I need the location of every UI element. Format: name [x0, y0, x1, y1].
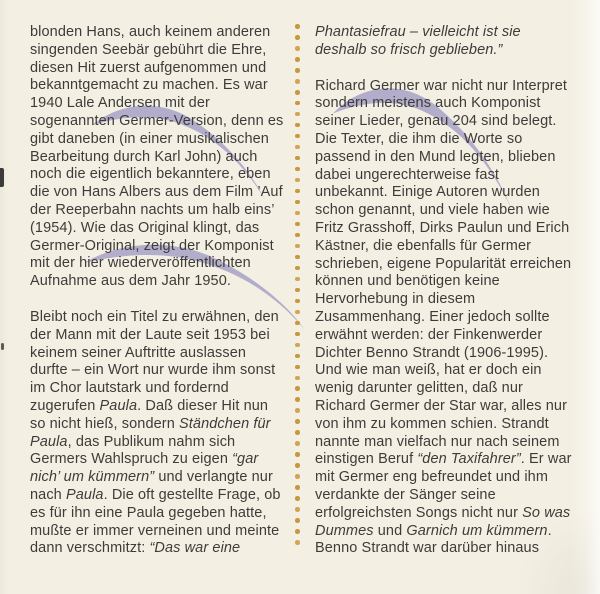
divider-dot [295, 540, 300, 545]
divider-dot [295, 46, 300, 51]
text-segment: “gar nich’ um kümmern” [30, 451, 259, 486]
divider-dot [295, 343, 300, 348]
divider-dot [295, 189, 300, 194]
divider-dot [295, 79, 300, 84]
text-segment: Phantasiefrau – vielleicht ist sie deshalb so frisch geblieben.” [315, 24, 521, 58]
divider-dot [295, 178, 300, 183]
dotted-divider [295, 24, 300, 550]
text-segment: und [373, 522, 407, 539]
divider-dot [295, 233, 300, 238]
divider-dot [295, 255, 300, 260]
divider-dot [295, 463, 300, 468]
column-left [30, 24, 284, 558]
text-segment: “den Taxifahrer” [417, 451, 521, 468]
divider-dot [295, 145, 300, 150]
text-segment: und verlangte nur nach [30, 469, 273, 503]
text-segment: . Daß dieser Hit nun so nicht hieß, sondern [30, 397, 269, 432]
divider-dot [295, 24, 300, 29]
text-segment: So was Dummes [315, 504, 571, 539]
paragraph [315, 78, 575, 559]
divider-dot [295, 332, 300, 337]
divider-dot [295, 222, 300, 227]
divider-dot [295, 35, 300, 40]
divider-dot [295, 266, 300, 271]
divider-dot [295, 299, 300, 304]
divider-dot [295, 244, 300, 249]
text-segment: . Er war mit Germer eng befreundet und ihm verdankte der Sänger seine erfolgreichsten Songs nicht nur [315, 451, 572, 521]
divider-dot [295, 376, 300, 381]
divider-dot [295, 277, 300, 282]
divider-dot [295, 452, 300, 457]
divider-dot [295, 288, 300, 293]
divider-dot [295, 211, 300, 216]
text-segment: blonden Hans, auch keinem anderen singenden Seebär gebührt die Ehre, diesen Hit zuerst aufgenommen und bekanntgemacht zu machen. Es war 1940 Lale Andersen mit der sogenannten Germer-Version, denn es gibt daneben (in einer musikalischen Bearbeitung durch Karl John) auch noch die eigentlich bekanntere, eben die von Hans Albers aus dem Film ’Auf der Reeperbahn nachts um halb eins’ (1954). Wie das Original klingt, das Germer-Original, zeigt der Komponist mit der hier wiederveröffentlichten Aufnahme aus dem Jahr 1950. [30, 24, 284, 290]
divider-dot [295, 134, 300, 139]
paragraph [30, 309, 284, 558]
text-segment: Paula [65, 486, 104, 503]
divider-dot [295, 68, 300, 73]
text-segment: Richard Germer war nicht nur Interpret sondern meistens auch Komponist seiner Lieder, genau 204 sind belegt. Die Texter, die ihm die Worte so passend in den Mund legten, blieben dabei ungerechterweise fast unbekannt. Einige Autoren wurden schon genannt, und viele haben wie Fritz Grasshoff, Dirks Paulun und Erich Kästner, die ebenfalls für Germer schrieben, eigene Popularität erreichen können und benötigen keine Hervorhebung in diesem Zusammenhang. Einer jedoch sollte erwähnt werden: der Finkenwerder Dichter Benno Strandt (1906-1995). Und wie man weiß, hat er doch ein wenig darunter gelitten, daß nur Richard Germer der Star war, alles nur von ihm zu kommen schien. Strandt nannte man vielfach nur nach seinem einstigen Beruf [315, 77, 572, 468]
text-segment: “Das war eine [149, 540, 241, 557]
divider-dot [295, 365, 300, 370]
divider-dot [295, 397, 300, 402]
divider-dot [295, 529, 300, 534]
divider-dot [295, 485, 300, 490]
divider-dot [295, 200, 300, 205]
column-right [315, 24, 575, 558]
divider-dot [295, 112, 300, 117]
divider-dot [295, 123, 300, 128]
divider-dot [295, 57, 300, 62]
divider-dot [295, 321, 300, 326]
divider-dot [295, 310, 300, 315]
scan-artifact [0, 168, 4, 187]
scan-artifact [1, 343, 4, 350]
text-segment: Ständchen für Paula [30, 415, 271, 450]
divider-dot [295, 408, 300, 413]
paragraph [30, 24, 284, 291]
divider-dot [295, 354, 300, 359]
divider-dot [295, 474, 300, 479]
text-segment: Paula [99, 397, 138, 414]
divider-dot [295, 419, 300, 424]
text-segment: , das Publikum nahm sich Germers Wahlspruch zu eigen [30, 433, 236, 468]
divider-dot [295, 167, 300, 172]
paragraph [315, 24, 575, 60]
divider-dot [295, 430, 300, 435]
divider-dot [295, 101, 300, 106]
divider-dot [295, 518, 300, 523]
divider-dot [295, 496, 300, 501]
divider-dot [295, 507, 300, 512]
divider-dot [295, 156, 300, 161]
divider-dot [295, 90, 300, 95]
text-segment: . Die oft gestellte Frage, ob es für ihn eine Paula gegeben hatte, mußte er immer verneinen und meinte dann verschmitzt: [30, 486, 281, 557]
divider-dot [295, 441, 300, 446]
text-segment: . Benno Strandt war darüber hinaus [315, 522, 552, 557]
text-segment: Bleibt noch ein Titel zu erwähnen, den der Mann mit der Laute seit 1953 bei keinem seiner Auftritte auslassen durfte – ein Wort nur wurde ihm sonst im Chor lautstark und fordernd zugerufen [30, 308, 279, 414]
text-segment: Garnich um kümmern [406, 522, 548, 539]
divider-dot [295, 386, 300, 391]
